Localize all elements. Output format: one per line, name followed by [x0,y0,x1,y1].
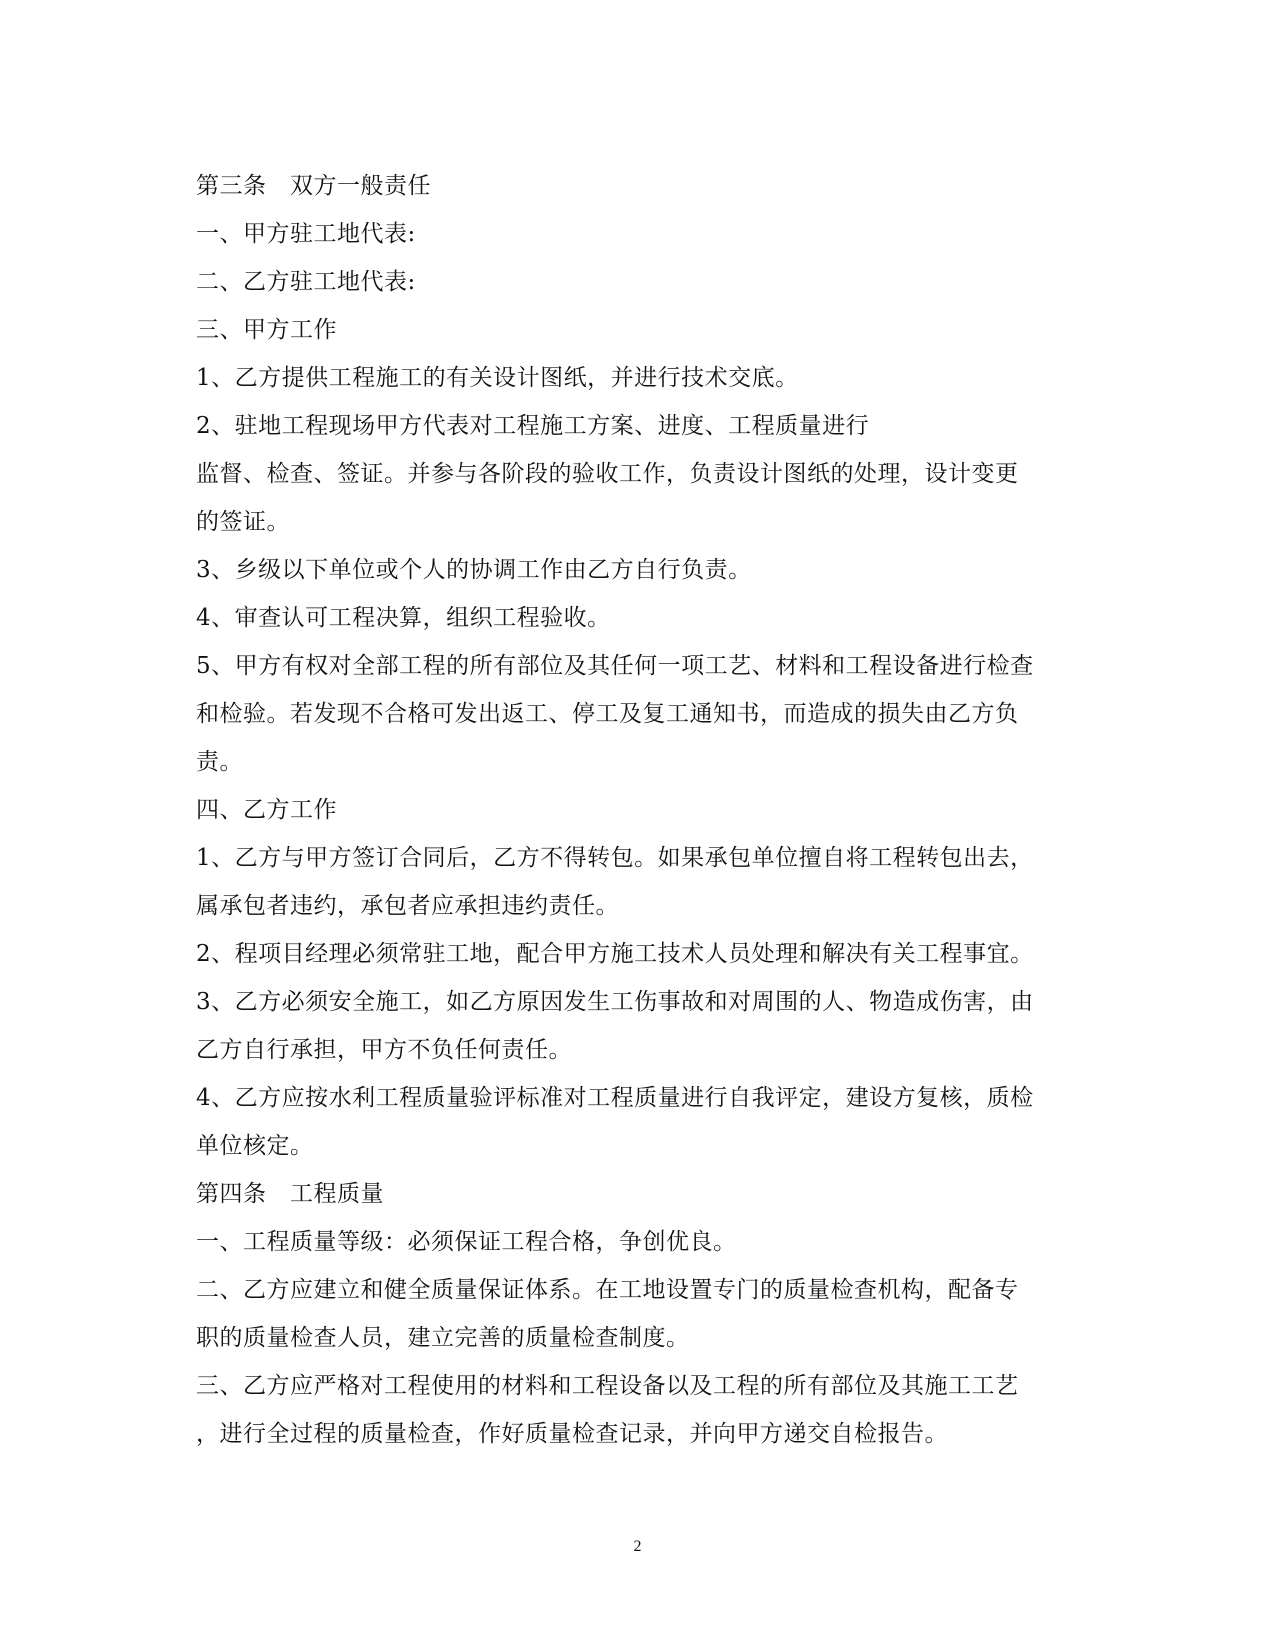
text-line: 的签证。 [196,509,290,535]
text-line: 三、乙方应严格对工程使用的材料和工程设备以及工程的所有部位及其施工工艺 [196,1373,1019,1399]
text-line: 二、乙方驻工地代表: [196,269,416,295]
text-line: 2、驻地工程现场甲方代表对工程施工方案、进度、工程质量进行 [196,413,870,439]
text-line: 职的质量检查人员，建立完善的质量检查制度。 [196,1325,690,1351]
text-line: 监督、检查、签证。并参与各阶段的验收工作，负责设计图纸的处理，设计变更 [196,461,1019,487]
section-heading-3: 第三条 双方一般责任 [196,173,431,199]
text-line: 三、甲方工作 [196,317,337,343]
text-line: 2、程项目经理必须常驻工地，配合甲方施工技术人员处理和解决有关工程事宜。 [196,941,1034,967]
text-line: 1、乙方与甲方签订合同后，乙方不得转包。如果承包单位擅自将工程转包出去， [196,845,1034,871]
text-line: ，进行全过程的质量检查，作好质量检查记录，并向甲方递交自检报告。 [196,1421,948,1447]
document-body [196,162,1096,1458]
text-line: 单位核定。 [196,1133,314,1159]
text-line: 4、乙方应按水利工程质量验评标准对工程质量进行自我评定，建设方复核，质检 [196,1085,1034,1111]
text-line: 和检验。若发现不合格可发出返工、停工及复工通知书，而造成的损失由乙方负 [196,701,1019,727]
text-line: 乙方自行承担，甲方不负任何责任。 [196,1037,572,1063]
text-line: 四、乙方工作 [196,797,337,823]
text-line: 一、甲方驻工地代表: [196,221,416,247]
text-line: 一、工程质量等级：必须保证工程合格，争创优良。 [196,1229,737,1255]
text-line: 1、乙方提供工程施工的有关设计图纸，并进行技术交底。 [196,365,799,391]
text-line: 3、乙方必须安全施工，如乙方原因发生工伤事故和对周围的人、物造成伤害，由 [196,989,1034,1015]
text-line: 属承包者违约，承包者应承担违约责任。 [196,893,619,919]
section-heading-4: 第四条 工程质量 [196,1181,384,1207]
page-number: 2 [633,1538,642,1555]
text-line: 5、甲方有权对全部工程的所有部位及其任何一项工艺、材料和工程设备进行检查 [196,653,1034,679]
text-line: 二、乙方应建立和健全质量保证体系。在工地设置专门的质量检查机构，配备专 [196,1277,1019,1303]
text-line: 3、乡级以下单位或个人的协调工作由乙方自行负责。 [196,557,752,583]
text-line: 责。 [196,749,243,775]
text-line: 4、审查认可工程决算，组织工程验收。 [196,605,611,631]
